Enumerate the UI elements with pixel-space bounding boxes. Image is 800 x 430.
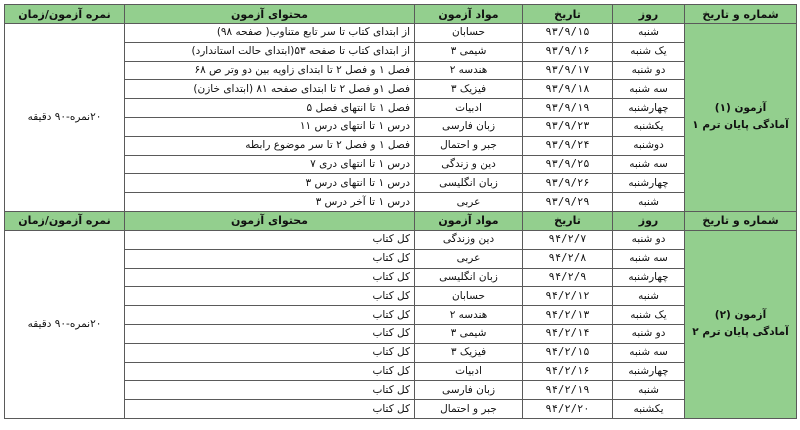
subject-cell: زبان انگلیسی bbox=[415, 268, 523, 287]
day-cell: یکشنبه bbox=[613, 117, 685, 136]
subject-cell: زبان فارسی bbox=[415, 381, 523, 400]
day-cell: شنبه bbox=[613, 287, 685, 306]
subject-cell: هندسه ۲ bbox=[415, 61, 523, 80]
column-header: تاریخ bbox=[523, 211, 613, 230]
header-row bbox=[5, 211, 797, 230]
subject-cell: جبر و احتمال bbox=[415, 400, 523, 419]
exam-title-cell bbox=[685, 230, 797, 418]
date-cell: ۹۳/۹/۱۵ bbox=[523, 24, 613, 43]
column-header: مواد آزمون bbox=[415, 211, 523, 230]
date-cell: ۹۴/۲/۸ bbox=[523, 249, 613, 268]
table-row bbox=[5, 230, 797, 249]
date-cell: ۹۴/۲/۹ bbox=[523, 268, 613, 287]
content-cell: فصل ۱ و فصل ۲ تا سر موضوع رابطه bbox=[125, 136, 415, 155]
content-cell: کل کتاب bbox=[125, 400, 415, 419]
day-cell: شنبه bbox=[613, 381, 685, 400]
date-cell: ۹۴/۲/۱۵ bbox=[523, 343, 613, 362]
subject-cell: حسابان bbox=[415, 287, 523, 306]
subject-cell: زبان انگلیسی bbox=[415, 174, 523, 193]
day-cell: سه شنبه bbox=[613, 343, 685, 362]
day-cell: سه شنبه bbox=[613, 249, 685, 268]
exam-subtitle: آمادگی پایان ترم ۲ bbox=[692, 326, 789, 339]
content-cell: درس ۱ تا انتهای دری ۷ bbox=[125, 155, 415, 174]
content-cell: فصل ۱ تا انتهای فصل ۵ bbox=[125, 99, 415, 118]
content-cell: کل کتاب bbox=[125, 249, 415, 268]
date-cell: ۹۴/۲/۷ bbox=[523, 230, 613, 249]
column-header: شماره و تاریخ bbox=[685, 211, 797, 230]
column-header: شماره و تاریخ bbox=[685, 5, 797, 24]
content-cell: کل کتاب bbox=[125, 268, 415, 287]
column-header: مواد آزمون bbox=[415, 5, 523, 24]
score-time-cell: ۲۰نمره-۹۰ دقیقه bbox=[5, 24, 125, 212]
content-cell: کل کتاب bbox=[125, 362, 415, 381]
date-cell: ۹۴/۲/۱۳ bbox=[523, 306, 613, 325]
day-cell: چهارشنبه bbox=[613, 268, 685, 287]
subject-cell: ادبیات bbox=[415, 99, 523, 118]
column-header: روز bbox=[613, 211, 685, 230]
content-cell: درس ۱ تا انتهای درس ۳ bbox=[125, 174, 415, 193]
date-cell: ۹۳/۹/۲۶ bbox=[523, 174, 613, 193]
date-cell: ۹۴/۲/۱۲ bbox=[523, 287, 613, 306]
content-cell: کل کتاب bbox=[125, 306, 415, 325]
content-cell: از ابتدای کتاب تا سر تابع متناوب( صفحه ۹۸) bbox=[125, 24, 415, 43]
date-cell: ۹۳/۹/۲۴ bbox=[523, 136, 613, 155]
date-cell: ۹۳/۹/۱۹ bbox=[523, 99, 613, 118]
subject-cell: زبان فارسی bbox=[415, 117, 523, 136]
content-cell: کل کتاب bbox=[125, 324, 415, 343]
subject-cell: حسابان bbox=[415, 24, 523, 43]
content-cell: کل کتاب bbox=[125, 381, 415, 400]
column-header: تاریخ bbox=[523, 5, 613, 24]
date-cell: ۹۳/۹/۲۵ bbox=[523, 155, 613, 174]
date-cell: ۹۴/۲/۲۰ bbox=[523, 400, 613, 419]
subject-cell: دین وزندگی bbox=[415, 230, 523, 249]
exam-title-cell bbox=[685, 24, 797, 212]
day-cell: سه شنبه bbox=[613, 155, 685, 174]
day-cell: دوشنبه bbox=[613, 136, 685, 155]
date-cell: ۹۴/۲/۱۴ bbox=[523, 324, 613, 343]
content-cell: درس ۱ تا انتهای درس ۱۱ bbox=[125, 117, 415, 136]
content-cell: کل کتاب bbox=[125, 287, 415, 306]
content-cell: فصل ۱ و فصل ۲ تا ابتدای زاویه بین دو وتر ص ۶۸ bbox=[125, 61, 415, 80]
content-cell: از ابتدای کتاب تا صفحه ۵۳(ابتدای حالت استاندارد) bbox=[125, 42, 415, 61]
column-header: نمره آزمون/زمان bbox=[5, 5, 125, 24]
day-cell: سه شنبه bbox=[613, 80, 685, 99]
content-cell: درس ۱ تا آخر درس ۳ bbox=[125, 193, 415, 212]
header-row bbox=[5, 5, 797, 24]
column-header: نمره آزمون/زمان bbox=[5, 211, 125, 230]
date-cell: ۹۳/۹/۲۹ bbox=[523, 193, 613, 212]
exam-title: آزمون (۱) bbox=[714, 102, 767, 115]
day-cell: چهارشنبه bbox=[613, 174, 685, 193]
exam-subtitle: آمادگی پایان ترم ۱ bbox=[692, 119, 789, 132]
day-cell: یک شنبه bbox=[613, 42, 685, 61]
subject-cell: دین و زندگی bbox=[415, 155, 523, 174]
subject-cell: فیزیک ۳ bbox=[415, 80, 523, 99]
table-row bbox=[5, 24, 797, 43]
column-header: محتوای آزمون bbox=[125, 5, 415, 24]
day-cell: دو شنبه bbox=[613, 61, 685, 80]
subject-cell: شیمی ۳ bbox=[415, 42, 523, 61]
day-cell: یک شنبه bbox=[613, 306, 685, 325]
subject-cell: شیمی ۳ bbox=[415, 324, 523, 343]
subject-cell: هندسه ۲ bbox=[415, 306, 523, 325]
date-cell: ۹۴/۲/۱۹ bbox=[523, 381, 613, 400]
exam-title: آزمون (۲) bbox=[714, 309, 767, 322]
day-cell: شنبه bbox=[613, 193, 685, 212]
content-cell: فصل ۱و فصل ۲ تا ابتدای صفحه ۸۱ (ابتدای خازن) bbox=[125, 80, 415, 99]
day-cell: دو شنبه bbox=[613, 324, 685, 343]
date-cell: ۹۳/۹/۱۶ bbox=[523, 42, 613, 61]
day-cell: چهارشنبه bbox=[613, 362, 685, 381]
content-cell: کل کتاب bbox=[125, 343, 415, 362]
subject-cell: فیزیک ۳ bbox=[415, 343, 523, 362]
exam-schedule-table bbox=[4, 4, 797, 419]
score-time-cell: ۲۰نمره-۹۰ دقیقه bbox=[5, 230, 125, 418]
day-cell: دو شنبه bbox=[613, 230, 685, 249]
date-cell: ۹۳/۹/۱۷ bbox=[523, 61, 613, 80]
day-cell: چهارشنبه bbox=[613, 99, 685, 118]
content-cell: کل کتاب bbox=[125, 230, 415, 249]
date-cell: ۹۳/۹/۱۸ bbox=[523, 80, 613, 99]
date-cell: ۹۳/۹/۲۳ bbox=[523, 117, 613, 136]
column-header: محتوای آزمون bbox=[125, 211, 415, 230]
day-cell: شنبه bbox=[613, 24, 685, 43]
subject-cell: عربی bbox=[415, 249, 523, 268]
subject-cell: عربی bbox=[415, 193, 523, 212]
subject-cell: ادبیات bbox=[415, 362, 523, 381]
day-cell: یکشنبه bbox=[613, 400, 685, 419]
column-header: روز bbox=[613, 5, 685, 24]
date-cell: ۹۴/۲/۱۶ bbox=[523, 362, 613, 381]
subject-cell: جبر و احتمال bbox=[415, 136, 523, 155]
